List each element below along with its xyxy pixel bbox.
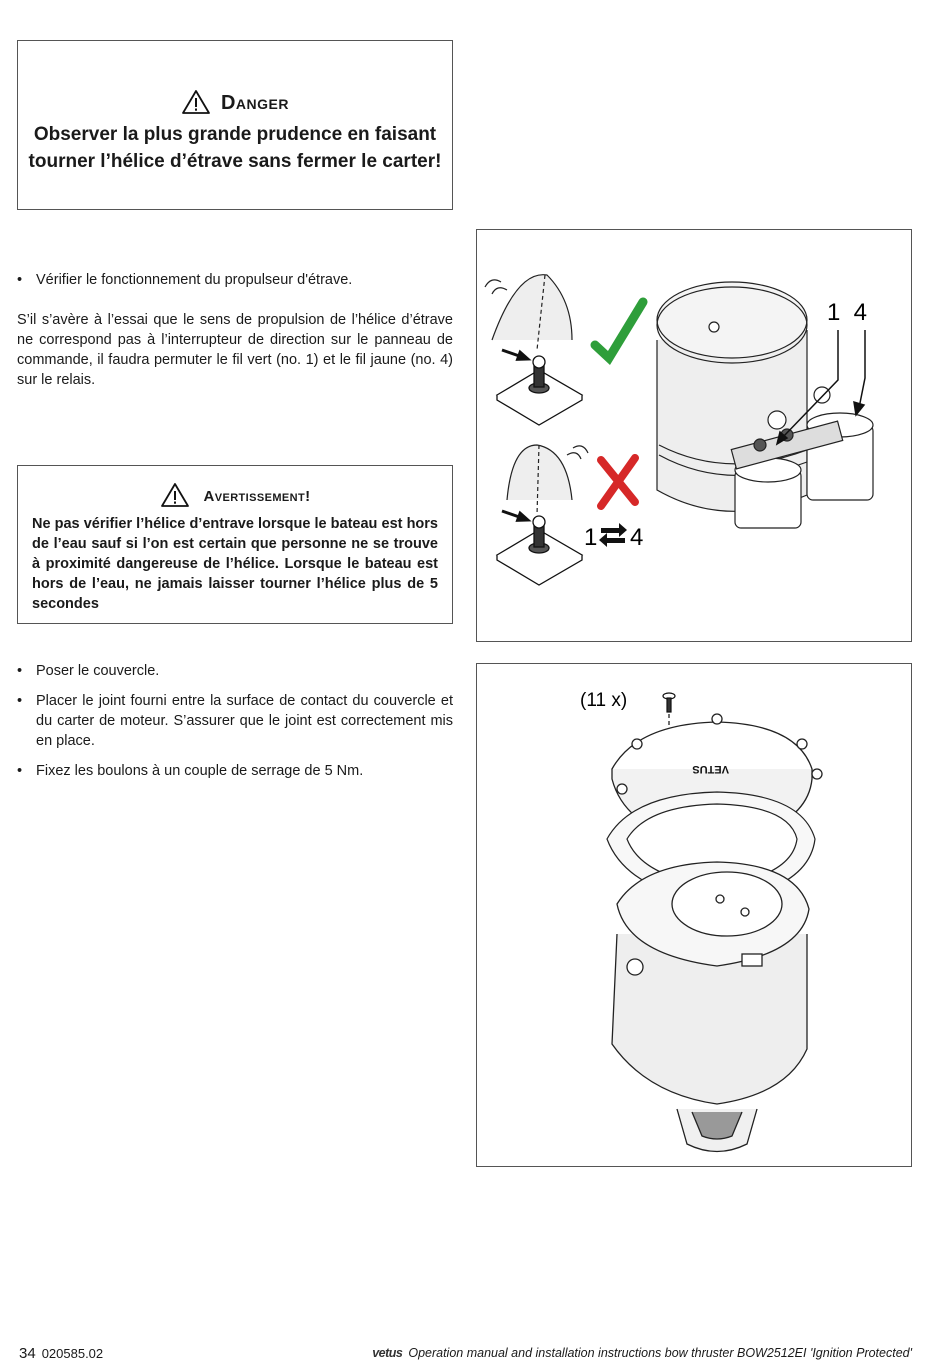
page-number: 34 — [19, 1345, 36, 1362]
figure-cover-assembly — [476, 663, 912, 1167]
joystick-panel-bottom — [497, 516, 582, 585]
danger-heading — [18, 89, 452, 115]
wiring-illustration — [477, 230, 911, 641]
swap-label-left: 1 — [584, 524, 598, 551]
cover-brand-text: VETUS — [692, 763, 729, 775]
warning-text: Ne pas vérifier l’hélice d’entrave lorsque le bateau est hors de l’eau sauf si l’on est certain que personne ne se trouve à proximité dangereuse de l’hélice. Lorsque le bateau est hors de l’eau, ne jamais laisser tourner l’hélice plus de 5 secondes — [32, 516, 438, 612]
bow-hull-icon-bottom — [507, 445, 588, 515]
bullet-check-thruster: • Vérifier le fonctionnement du propulseur d'étrave. — [17, 270, 453, 290]
arrow-left-bottom — [502, 511, 534, 527]
brand-logo: vetus — [372, 1346, 403, 1360]
cross-mark-icon — [601, 458, 635, 506]
figure-wiring-check — [476, 229, 912, 642]
bow-hull-icon-top — [485, 275, 572, 350]
arrow-left-top — [502, 350, 534, 366]
danger-box — [17, 40, 453, 210]
check-mark-icon — [595, 302, 643, 358]
danger-title: Danger — [220, 92, 289, 114]
warning-box — [17, 465, 453, 624]
warning-heading — [18, 482, 452, 508]
warning-title: Avertissement! — [203, 488, 311, 505]
doc-number: 020585.02 — [41, 1346, 104, 1361]
swap-arrows-icon — [599, 523, 627, 547]
motor-body — [612, 862, 809, 1152]
warning-triangle-icon — [181, 89, 211, 115]
bullet-cover: • Poser le couvercle. — [17, 661, 453, 681]
joystick-panel-top — [497, 356, 582, 425]
bullet-bolts: • Fixez les boulons à un couple de serrage de 5 Nm. — [17, 761, 453, 781]
swap-label-right: 4 — [630, 524, 644, 551]
manual-title: Operation manual and installation instructions bow thruster BOW2512EI 'Ignition Protected' — [408, 1346, 912, 1360]
footer-title — [372, 1346, 912, 1360]
paragraph-direction: S’il s’avère à l’essai que le sens de propulsion de l’hélice d’étrave ne correspond pas à l’interrupteur de direction sur le panneau de commande, il faudra permuter le fil vert (no. 1) et le fil jaune (no. 4) sur le relais. — [17, 312, 453, 388]
bolt-quantity-label: (11 x) — [580, 690, 628, 711]
terminal-label: 1 4 — [827, 299, 868, 326]
cover-illustration — [477, 664, 911, 1166]
footer-page-info — [19, 1345, 103, 1362]
danger-text: Observer la plus grande prudence en faisant tourner l’hélice d’étrave sans fermer le carter! — [28, 124, 442, 172]
bullet-gasket: • Placer le joint fourni entre la surface de contact du couvercle et du carter de moteur. S’assurer que le joint est correctement mis en place. — [17, 691, 453, 751]
warning-triangle-icon — [160, 482, 190, 508]
